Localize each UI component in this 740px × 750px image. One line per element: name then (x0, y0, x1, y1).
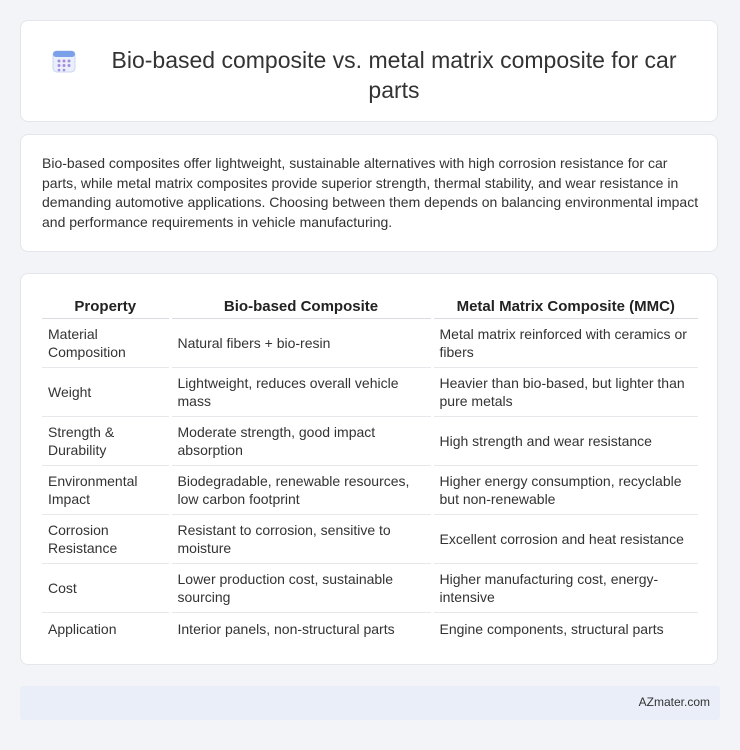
comparison-table (42, 293, 698, 645)
bio-based-cell: Moderate strength, good impact absorption (170, 417, 432, 466)
mmc-cell: Excellent corrosion and heat resistance (432, 515, 698, 564)
bio-based-cell: Lightweight, reduces overall vehicle mass (170, 368, 432, 417)
table-header-row (42, 293, 698, 319)
property-cell: Corrosion Resistance (42, 515, 170, 564)
summary-card (20, 134, 718, 252)
summary-text: Bio-based composites offer lightweight, sustainable alternatives with high corrosion resistance for car parts, while metal matrix composites provide superior strength, thermal stability, and wear resistance in demanding automotive applications. Choosing between them depends on balancing environmental impact and performance requirements in vehicle manufacturing. (42, 155, 699, 230)
comparison-card (20, 273, 718, 665)
property-cell: Environmental Impact (42, 466, 170, 515)
page-title: Bio-based composite vs. metal matrix composite for car parts (111, 47, 677, 103)
mmc-cell: High strength and wear resistance (432, 417, 698, 466)
bio-based-cell: Natural fibers + bio-resin (170, 319, 432, 368)
table-row (42, 613, 698, 646)
property-cell: Application (48, 621, 117, 637)
property-cell: Weight (42, 368, 170, 417)
table-row (42, 466, 698, 515)
mmc-cell: Higher energy consumption, recyclable but non-renewable (432, 466, 698, 515)
footer-brand[interactable]: AZmater.com (638, 695, 710, 709)
mmc-cell: Heavier than bio-based, but lighter than pure metals (432, 368, 698, 417)
footer-bar (20, 686, 720, 720)
title-card (20, 20, 718, 122)
table-row (42, 564, 698, 613)
mmc-cell: Metal matrix reinforced with ceramics or fibers (432, 319, 698, 368)
bio-based-cell: Interior panels, non-structural parts (170, 613, 432, 646)
bio-based-cell: Resistant to corrosion, sensitive to moisture (170, 515, 432, 564)
mmc-cell: Engine components, structural parts (432, 613, 698, 646)
bio-based-cell: Biodegradable, renewable resources, low carbon footprint (170, 466, 432, 515)
table-row (42, 515, 698, 564)
table-row (42, 319, 698, 368)
bio-based-cell: Lower production cost, sustainable sourcing (170, 564, 432, 613)
property-cell: Cost (42, 564, 170, 613)
property-cell: Material Composition (42, 319, 170, 368)
column-header-mmc: Metal Matrix Composite (MMC) (432, 293, 698, 319)
table-row (42, 368, 698, 417)
table-row (42, 417, 698, 466)
mmc-cell: Higher manufacturing cost, energy-intensive (432, 564, 698, 613)
calendar-grid-icon (51, 48, 77, 74)
column-header-property: Property (42, 293, 170, 319)
property-cell: Strength & Durability (42, 417, 170, 466)
column-header-bio-based: Bio-based Composite (170, 293, 432, 319)
